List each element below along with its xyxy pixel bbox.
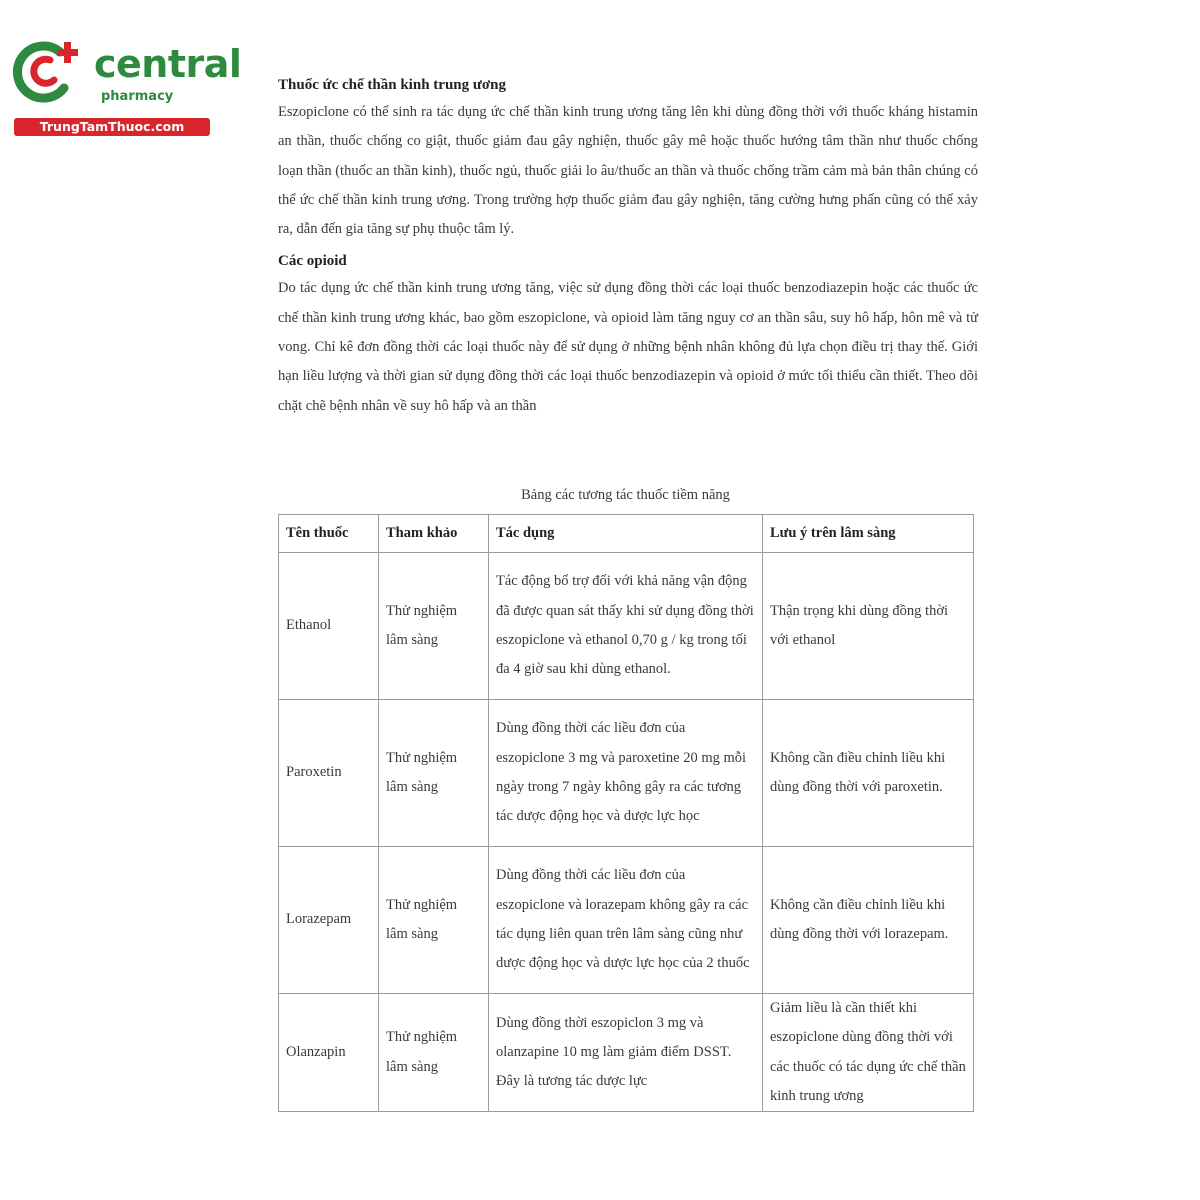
reference-cell: Thử nghiệm lâm sàng [379, 553, 489, 700]
table-caption: Bảng các tương tác thuốc tiềm năng [521, 487, 730, 503]
effect-cell: Dùng đồng thời các liều đơn của eszopiclone và lorazepam không gây ra các tác dụng liên quan trên lâm sàng cũng như dược động học và dược lực học của 2 thuốc [489, 847, 763, 994]
clinical-note-cell: Thận trọng khi dùng đồng thời với ethanol [763, 553, 974, 700]
column-header-clinical-note: Lưu ý trên lâm sàng [763, 515, 974, 553]
table-row [279, 994, 974, 1112]
clinical-note-cell: Không cần điều chỉnh liều khi dùng đồng thời với paroxetin. [763, 700, 974, 847]
central-pharmacy-logo[interactable] [8, 36, 242, 136]
pharmacy-cross-logo-icon [10, 38, 86, 104]
section-heading-cns-depressants: Thuốc ức chế thần kinh trung ương [278, 77, 507, 93]
drug-name-cell: Ethanol [279, 553, 379, 700]
effect-cell: Dùng đồng thời eszopiclon 3 mg và olanzapine 10 mg làm giảm điểm DSST. Đây là tương tác dược lực [489, 994, 763, 1112]
clinical-note-cell: Giảm liều là cần thiết khi eszopiclone dùng đồng thời với các thuốc có tác dụng ức chế thần kinh trung ương [763, 994, 974, 1112]
section-paragraph-opioids: Do tác dụng ức chế thần kinh trung ương tăng, việc sử dụng đồng thời các loại thuốc benzodiazepin hoặc các thuốc ức chế thần kinh trung ương khác, bao gồm eszopiclone, và opioid làm tăng nguy cơ an thần sâu, suy hô hấp, hôn mê và tử vong. Chỉ kê đơn đồng thời các loại thuốc này để sử dụng ở những bệnh nhân không đủ lựa chọn điều trị thay thế. Giới hạn liều lượng và thời gian sử dụng đồng thời các loại thuốc benzodiazepin và opioid ở mức tối thiểu cần thiết. Theo dõi chặt chẽ bệnh nhân về suy hô hấp và an thần [278, 280, 978, 414]
drug-name-cell: Olanzapin [279, 994, 379, 1112]
effect-cell: Tác động bổ trợ đối với khả năng vận động đã được quan sát thấy khi sử dụng đồng thời eszopiclone và ethanol 0,70 g / kg trong tối đa 4 giờ sau khi dùng ethanol. [489, 553, 763, 700]
reference-cell: Thử nghiệm lâm sàng [379, 994, 489, 1112]
logo-website-banner: TrungTamThuoc.com [14, 118, 210, 136]
table-row [279, 700, 974, 847]
drug-name-cell: Paroxetin [279, 700, 379, 847]
column-header-effect: Tác dụng [489, 515, 763, 553]
logo-brand: central [94, 42, 242, 86]
logo-subtitle: pharmacy [101, 89, 174, 104]
table-row [279, 553, 974, 700]
column-header-reference: Tham khảo [379, 515, 489, 553]
document-body [278, 72, 978, 421]
section-heading-opioids: Các opioid [278, 253, 347, 270]
column-header-drug: Tên thuốc [279, 515, 379, 553]
clinical-note-cell: Không cần điều chỉnh liều khi dùng đồng thời với lorazepam. [763, 847, 974, 994]
table-row [279, 847, 974, 994]
reference-cell: Thử nghiệm lâm sàng [379, 847, 489, 994]
table-header-row [279, 515, 974, 553]
drug-name-cell: Lorazepam [279, 847, 379, 994]
drug-interaction-table [278, 514, 974, 1112]
section-paragraph-cns-depressants: Eszopiclone có thể sinh ra tác dụng ức chế thần kinh trung ương tăng lên khi dùng đồng thời với thuốc kháng histamin an thần, thuốc chống co giật, thuốc giảm đau gây nghiện, thuốc gây mê hoặc thuốc hướng tâm thần như thuốc chống loạn thần (thuốc an thần kinh), thuốc ngủ, thuốc giải lo âu/thuốc an thần và thuốc chống trầm cảm mà bản thân chúng có thể ức chế thần kinh trung ương. Trong trường hợp thuốc giảm đau gây nghiện, tăng cường hưng phấn cũng có thể xảy ra, dẫn đến gia tăng sự phụ thuộc tâm lý. [278, 104, 978, 238]
reference-cell: Thử nghiệm lâm sàng [379, 700, 489, 847]
effect-cell: Dùng đồng thời các liều đơn của eszopiclone 3 mg và paroxetine 20 mg mỗi ngày trong 7 ngày không gây ra các tương tác dược động học và dược lực học [489, 700, 763, 847]
